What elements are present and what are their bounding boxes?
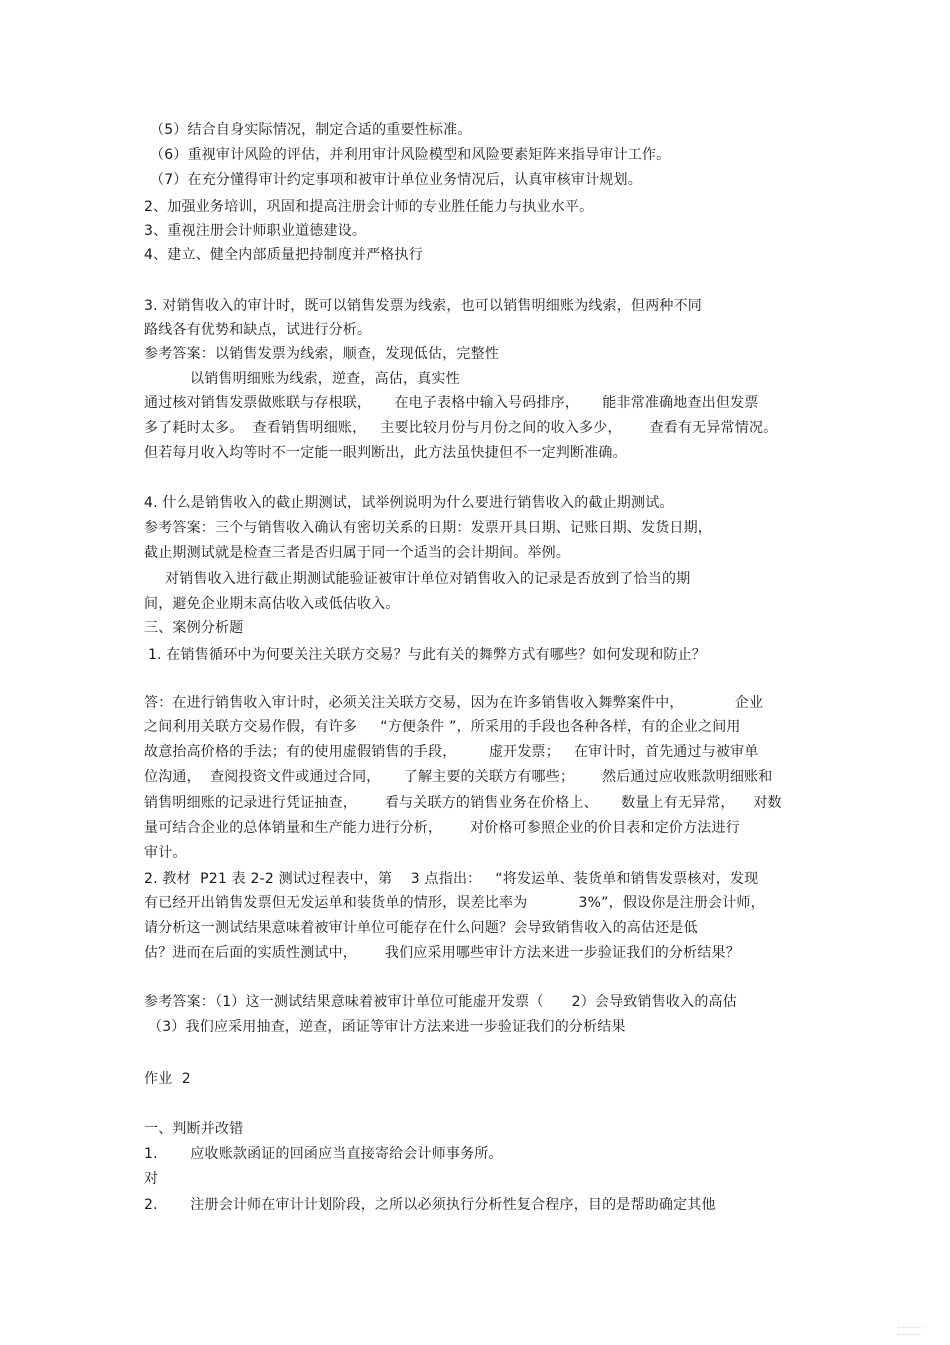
judgment-answer-1: 对: [144, 1171, 159, 1187]
corner-watermark-mark: [898, 1327, 922, 1335]
answer-3-line-3: 通过核对销售发票做账联与存根联， 在电子表格中输入号码排序， 能非常准确地查出但发票: [144, 395, 759, 411]
section-3-heading: 三、案例分析题: [144, 620, 244, 636]
case-question-2-line-1: 2. 教材 P21 表 2-2 测试过程表中，第 3 点指出： “将发运单、装货单和销售发票核对，发现: [144, 871, 759, 887]
case-question-2-line-2: 有已经开出销售发票但无发运单和装货单的情形，误差比率为 3%”，假设你是注册会计师，: [144, 895, 765, 911]
measure-2-text: 2、加强业务培训，巩固和提高注册会计师的专业胜任能力与执业水平。: [144, 199, 594, 215]
item-6-text: （6）重视审计风险的评估，并利用审计风险模型和风险要素矩阵来指导审计工作。: [150, 147, 671, 163]
answer-4-line-3: 对销售收入进行截止期测试能验证被审计单位对销售收入的记录是否放到了恰当的期: [165, 571, 691, 587]
answer-3-line-5: 但若每月收入均等时不一定能一眼判断出，此方法虽快捷但不一定判断准确。: [144, 445, 627, 461]
answer-4-line-1: 参考答案：三个与销售收入确认有密切关系的日期：发票开具日期、记账日期、发货日期，: [144, 520, 712, 536]
measure-3-text: 3、重视注册会计师职业道德建设。: [144, 223, 367, 239]
case-answer-1-line-7: 审计。: [144, 845, 187, 861]
case-answer-1-line-3: 故意抬高价格的手法；有的使用虚假销售的手段， 虚开发票； 在审计时，首先通过与被审单: [144, 744, 759, 760]
measure-4-text: 4、建立、健全内部质量把持制度并严格执行: [144, 247, 423, 263]
homework-2-heading: 作业 2: [144, 1071, 191, 1087]
judgment-item-2: 2. 注册会计师在审计计划阶段，之所以必须执行分析性复合程序，目的是帮助确定其他: [144, 1197, 716, 1213]
case-answer-1-line-5: 销售明细账的记录进行凭证抽查， 看与关联方的销售业务在价格上、 数量上有无异常， 对数: [144, 795, 782, 811]
case-question-1: 1. 在销售循环中为何要关注关联方交易？与此有关的舞弊方式有哪些？如何发现和防止？: [148, 647, 707, 663]
case-answer-2-line-2: （3）我们应采用抽查，逆查，函证等审计方法来进一步验证我们的分析结果: [148, 1019, 626, 1035]
question-3-line-2: 路线各有优势和缺点，试进行分析。: [144, 322, 372, 338]
case-answer-1-line-6: 量可结合企业的总体销量和生产能力进行分析， 对价格可参照企业的价目表和定价方法进行: [144, 820, 740, 836]
question-4-text: 4. 什么是销售收入的截止期测试，试举例说明为什么要进行销售收入的截止期测试。: [144, 495, 674, 511]
item-7-text: （7）在充分懂得审计约定事项和被审计单位业务情况后，认真审核审计规划。: [150, 172, 642, 188]
case-question-2-line-3: 请分析这一测试结果意味着被审计单位可能存在什么问题？会导致销售收入的高估还是低: [144, 920, 698, 936]
answer-4-line-2: 截止期测试就是检查三者是否归属于同一个适当的会计期间。举例。: [144, 545, 570, 561]
answer-3-line-2: 以销售明细账为线索，逆查，高估，真实性: [190, 371, 460, 387]
case-answer-1-line-1: 答：在进行销售收入审计时，必须关注关联方交易，因为在许多销售收入舞弊案件中， 企业: [144, 695, 764, 711]
answer-3-line-1: 参考答案：以销售发票为线索，顺查，发现低估，完整性: [144, 346, 499, 362]
answer-3-line-4: 多了耗时太多。 查看销售明细账， 主要比较月份与月份之间的收入多少， 查看有无异常情况。: [144, 420, 778, 436]
case-question-2-line-4: 估？进而在后面的实质性测试中， 我们应采用哪些审计方法来进一步验证我们的分析结果？: [144, 945, 740, 961]
case-answer-1-line-4: 位沟通， 查阅投资文件或通过合同， 了解主要的关联方有哪些； 然后通过应收账款明细账和: [144, 769, 773, 785]
case-answer-1-line-2: 之间利用关联方交易作假，有许多 “方便条件 ”，所采用的手段也各种各样，有的企业之间用: [144, 719, 741, 735]
section-1-heading: 一、判断并改错: [144, 1121, 244, 1137]
judgment-item-1: 1. 应收账款函证的回函应当直接寄给会计师事务所。: [144, 1146, 503, 1162]
answer-4-line-4: 间，避免企业期末高估收入或低估收入。: [144, 596, 400, 612]
case-answer-2-line-1: 参考答案：（1）这一测试结果意味着被审计单位可能虚开发票（ 2）会导致销售收入的高估: [144, 994, 737, 1010]
item-5-text: （5）结合自身实际情况，制定合适的重要性标准。: [150, 122, 472, 138]
question-3-line-1: 3. 对销售收入的审计时，既可以销售发票为线索，也可以销售明细账为线索，但两种不同: [144, 298, 703, 314]
